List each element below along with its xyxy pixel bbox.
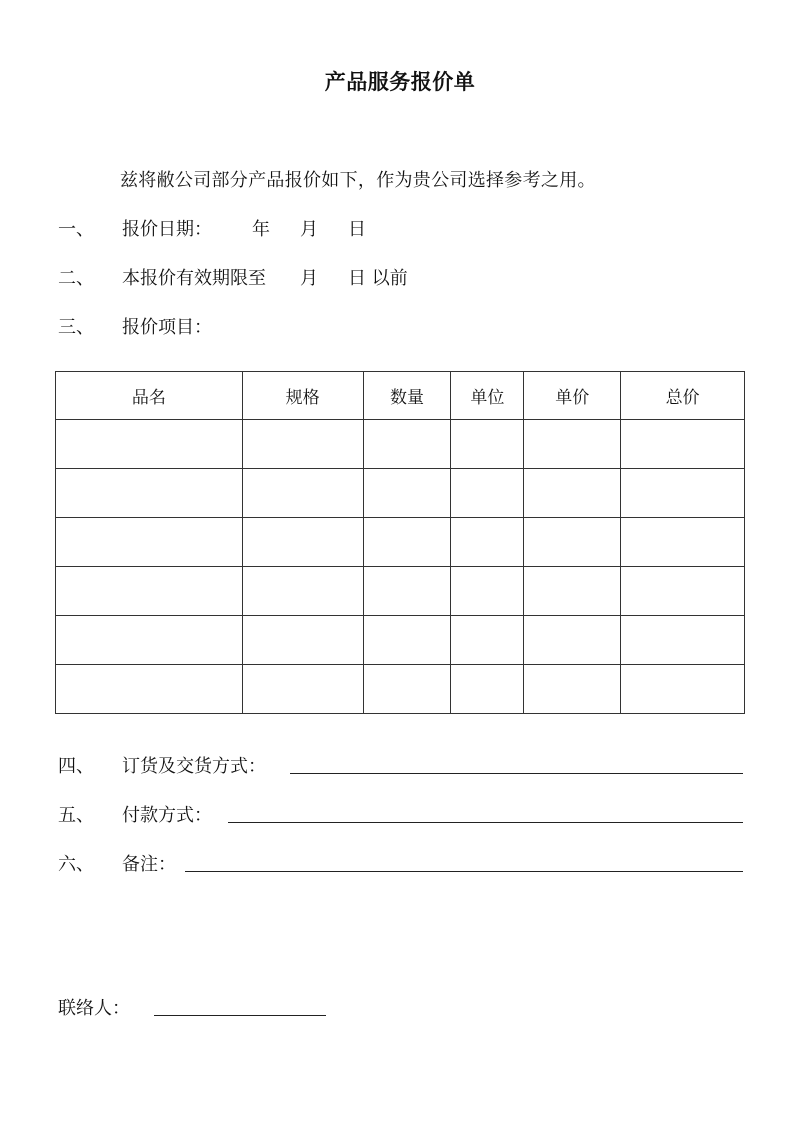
- cell-unit[interactable]: [451, 420, 524, 469]
- intro-paragraph: 兹将敝公司部分产品报价如下，作为贵公司选择参考之用。: [120, 170, 596, 191]
- table-header-row: [56, 372, 745, 420]
- quote-date-line: [122, 215, 366, 241]
- remarks-field[interactable]: [185, 871, 743, 872]
- cell-product-name[interactable]: [56, 518, 243, 567]
- header-unit: 单位: [451, 372, 524, 420]
- year-label: 年: [252, 219, 270, 240]
- cell-spec[interactable]: [242, 469, 363, 518]
- day-label: 日: [348, 219, 366, 240]
- document-title: 产品服务报价单: [324, 69, 476, 94]
- cell-unit-price[interactable]: [524, 567, 621, 616]
- delivery-method-label: 订货及交货方式：: [122, 756, 266, 777]
- cell-total-price[interactable]: [621, 469, 745, 518]
- cell-unit[interactable]: [451, 665, 524, 714]
- quote-date-label: 报价日期：: [122, 219, 212, 240]
- cell-total-price[interactable]: [621, 518, 745, 567]
- cell-spec[interactable]: [242, 616, 363, 665]
- section-3-number: 三、: [58, 317, 94, 338]
- table-row: [56, 469, 745, 518]
- section-5-number: 五、: [58, 805, 94, 826]
- cell-unit-price[interactable]: [524, 420, 621, 469]
- validity-line: [122, 264, 408, 290]
- payment-method-label: 付款方式：: [122, 805, 212, 826]
- cell-quantity[interactable]: [363, 518, 451, 567]
- validity-label: 本报价有效期限至: [122, 268, 266, 289]
- section-1-number: 一、: [58, 219, 94, 240]
- quote-items-label: 报价项目：: [122, 317, 212, 338]
- cell-unit-price[interactable]: [524, 469, 621, 518]
- cell-total-price[interactable]: [621, 616, 745, 665]
- contact-label: 联络人：: [58, 998, 130, 1019]
- cell-spec[interactable]: [242, 567, 363, 616]
- delivery-method-field[interactable]: [290, 773, 743, 774]
- cell-unit[interactable]: [451, 567, 524, 616]
- cell-unit-price[interactable]: [524, 616, 621, 665]
- remarks-label: 备注：: [122, 854, 176, 875]
- section-6-number: 六、: [58, 854, 94, 875]
- payment-method-field[interactable]: [228, 822, 743, 823]
- cell-quantity[interactable]: [363, 665, 451, 714]
- cell-product-name[interactable]: [56, 665, 243, 714]
- table-row: [56, 616, 745, 665]
- cell-product-name[interactable]: [56, 420, 243, 469]
- cell-total-price[interactable]: [621, 420, 745, 469]
- month-label: 月: [300, 219, 318, 240]
- cell-spec[interactable]: [242, 665, 363, 714]
- cell-total-price[interactable]: [621, 665, 745, 714]
- section-4-number: 四、: [58, 756, 94, 777]
- header-quantity: 数量: [363, 372, 451, 420]
- cell-total-price[interactable]: [621, 567, 745, 616]
- table-row: [56, 420, 745, 469]
- validity-day-label: 日 以前: [348, 268, 408, 289]
- header-unit-price: 单价: [524, 372, 621, 420]
- cell-spec[interactable]: [242, 420, 363, 469]
- validity-month-label: 月: [300, 268, 318, 289]
- header-spec: 规格: [242, 372, 363, 420]
- contact-field[interactable]: [154, 1015, 326, 1016]
- cell-product-name[interactable]: [56, 567, 243, 616]
- cell-unit-price[interactable]: [524, 518, 621, 567]
- table-row: [56, 518, 745, 567]
- cell-quantity[interactable]: [363, 567, 451, 616]
- header-total-price: 总价: [621, 372, 745, 420]
- section-2-number: 二、: [58, 268, 94, 289]
- cell-product-name[interactable]: [56, 469, 243, 518]
- cell-unit[interactable]: [451, 518, 524, 567]
- table-row: [56, 567, 745, 616]
- cell-quantity[interactable]: [363, 616, 451, 665]
- cell-quantity[interactable]: [363, 420, 451, 469]
- table-row: [56, 665, 745, 714]
- cell-unit[interactable]: [451, 469, 524, 518]
- cell-unit-price[interactable]: [524, 665, 621, 714]
- header-product-name: 品名: [56, 372, 243, 420]
- quote-table: [55, 371, 745, 714]
- cell-quantity[interactable]: [363, 469, 451, 518]
- cell-product-name[interactable]: [56, 616, 243, 665]
- cell-spec[interactable]: [242, 518, 363, 567]
- cell-unit[interactable]: [451, 616, 524, 665]
